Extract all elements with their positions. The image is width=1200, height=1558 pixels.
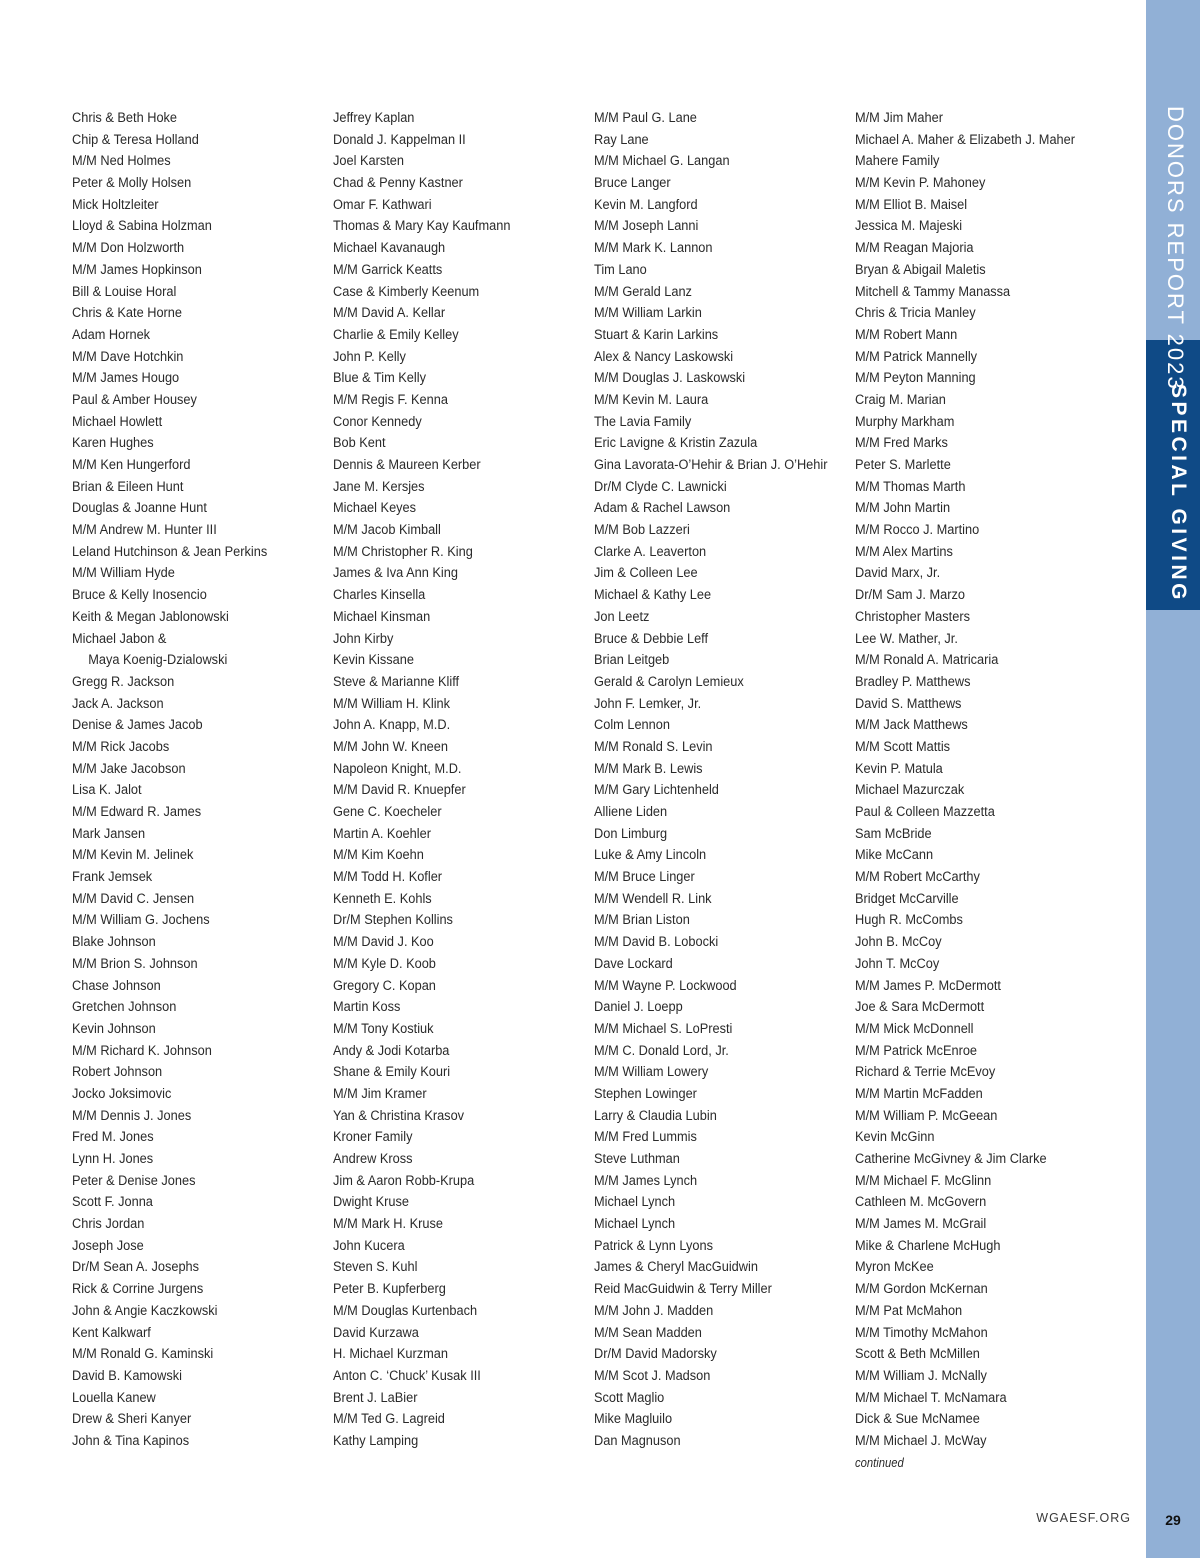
donor-name: Ray Lane [594, 131, 649, 148]
donor-name: Paul & Colleen Mazzetta [855, 804, 995, 820]
donor-name: Brent J. LaBier [333, 1389, 418, 1406]
donor-name: Gene C. Koecheler [333, 804, 442, 820]
donor-name: Charlie & Emily Kelley [333, 326, 459, 343]
donor-name: Peter S. Marlette [855, 457, 951, 473]
donor-name: M/M Garrick Keatts [333, 261, 443, 278]
donor-name: John Kirby [333, 630, 394, 647]
donor-name: Scott F. Jonna [72, 1194, 153, 1211]
donor-name: Bruce Langer [594, 175, 671, 192]
donor-name: M/M Kim Koehn [333, 847, 424, 864]
donor-name: Martin A. Koehler [333, 825, 431, 842]
donor-name: Chip & Teresa Holland [72, 131, 199, 148]
website-url: WGAESF.ORG [1036, 1511, 1131, 1525]
donor-name: Gregg R. Jackson [72, 673, 175, 690]
donor-name: Craig M. Marian [855, 391, 946, 408]
donor-name: M/M Edward R. James [72, 804, 202, 820]
donor-name: M/M Reagan Majoria [855, 240, 974, 257]
donor-name: John & Tina Kapinos [72, 1432, 190, 1449]
donor-name: M/M Mark H. Kruse [333, 1216, 443, 1233]
donor-name: John Kucera [333, 1237, 405, 1254]
donor-name: David Marx, Jr. [855, 565, 941, 582]
donor-name: Steve & Marianne Kliff [333, 673, 460, 690]
donor-name: M/M David A. Kellar [333, 305, 446, 322]
page-number: 29 [1165, 1512, 1181, 1528]
donor-column-1 [72, 108, 327, 1453]
donor-column-2 [333, 108, 588, 1453]
donor-name: Michael Jabon & [72, 630, 167, 647]
donor-name: Kevin M. Langford [594, 196, 698, 213]
donor-name: Mitchell & Tammy Manassa [855, 283, 1011, 300]
donor-name: Dr/M David Madorsky [594, 1346, 717, 1363]
donor-name: Steven S. Kuhl [333, 1259, 418, 1276]
donor-name: M/M Kyle D. Koob [333, 955, 436, 972]
donor-name: Adam & Rachel Lawson [594, 500, 731, 517]
donor-name: M/M Timothy McMahon [855, 1324, 988, 1341]
donor-name: H. Michael Kurzman [333, 1346, 448, 1363]
donor-name: Chris Jordan [72, 1216, 145, 1233]
donor-name: M/M William P. McGeean [855, 1107, 998, 1124]
donor-name: Joe & Sara McDermott [855, 999, 985, 1016]
donor-name: M/M Michael J. McWay [855, 1432, 987, 1449]
donor-name: M/M Ronald S. Levin [594, 738, 713, 755]
donor-name: Cathleen M. McGovern [855, 1194, 987, 1211]
donor-name: Alliene Liden [594, 804, 668, 820]
donor-name: Tim Lano [594, 261, 647, 278]
donor-name: Kevin Kissane [333, 652, 414, 669]
donor-name: Lisa K. Jalot [72, 782, 142, 799]
report-title: DONORS REPORT 2023 [1163, 106, 1188, 391]
donor-name: M/M John W. Kneen [333, 738, 448, 755]
donor-name: M/M James P. McDermott [855, 977, 1001, 994]
donor-name: Michael Lynch [594, 1194, 676, 1211]
donor-name: Bryan & Abigail Maletis [855, 261, 986, 278]
donor-name: Robert Johnson [72, 1064, 163, 1081]
donor-name: Andrew Kross [333, 1151, 413, 1167]
donor-name: Chris & Kate Horne [72, 305, 183, 322]
donor-name: Blake Johnson [72, 934, 156, 951]
donor-name: Fred M. Jones [72, 1129, 154, 1146]
donor-name: M/M James Lynch [594, 1172, 698, 1189]
continued-note: continued [855, 1455, 904, 1470]
donor-name: Gretchen Johnson [72, 999, 177, 1016]
donor-name: M/M Regis F. Kenna [333, 391, 448, 408]
donor-name: Jack A. Jackson [72, 695, 164, 712]
donor-name: M/M Peyton Manning [855, 370, 976, 387]
donor-name: Frank Jemsek [72, 869, 153, 886]
donor-name: M/M Robert McCarthy [855, 869, 980, 886]
donor-name: Patrick & Lynn Lyons [594, 1237, 713, 1254]
donor-name: M/M Kevin M. Laura [594, 391, 709, 408]
donor-name: Mick Holtzleiter [72, 196, 159, 213]
donor-name: John & Angie Kaczkowski [72, 1302, 218, 1319]
donor-name: James & Iva Ann King [333, 565, 458, 582]
donor-name: M/M John Martin [855, 500, 951, 517]
donor-name: Kevin Johnson [72, 1020, 156, 1037]
donor-name: Michael A. Maher & Elizabeth J. Maher [855, 131, 1076, 148]
donor-name: Jane M. Kersjes [333, 478, 425, 495]
donor-name: Richard & Terrie McEvoy [855, 1064, 996, 1081]
donor-name: M/M Michael F. McGlinn [855, 1172, 992, 1189]
donor-name: Kenneth E. Kohls [333, 890, 432, 907]
donor-name: M/M William H. Klink [333, 695, 451, 712]
donor-name: M/M Sean Madden [594, 1324, 702, 1341]
donor-name: Leland Hutchinson & Jean Perkins [72, 543, 268, 560]
donor-name: Daniel J. Loepp [594, 999, 683, 1016]
donor-name: M/M Jack Matthews [855, 717, 968, 734]
donor-name: M/M Mark K. Lannon [594, 240, 713, 257]
donor-name: M/M Douglas J. Laskowski [594, 370, 746, 387]
donor-name: M/M Joseph Lanni [594, 218, 699, 235]
donor-name: Murphy Markham [855, 413, 955, 430]
donor-name: M/M Richard K. Johnson [72, 1042, 212, 1059]
donor-name: M/M Tony Kostiuk [333, 1020, 434, 1037]
donor-name: Dr/M Sean A. Josephs [72, 1259, 200, 1276]
donor-name: Clarke A. Leaverton [594, 543, 707, 560]
donor-name: M/M Brion S. Johnson [72, 955, 198, 972]
donor-name: Brian Leitgeb [594, 652, 670, 669]
donor-name: M/M Michael S. LoPresti [594, 1020, 733, 1037]
donor-name: Mahere Family [855, 153, 940, 170]
donor-name: M/M Patrick Mannelly [855, 348, 978, 365]
donor-name: M/M Bob Lazzeri [594, 522, 690, 539]
donor-name: John F. Lemker, Jr. [594, 695, 702, 712]
donor-name: Dennis & Maureen Kerber [333, 457, 481, 473]
donor-name: John T. McCoy [855, 955, 940, 972]
donor-name: M/M Wendell R. Link [594, 890, 712, 907]
donor-name: Gerald & Carolyn Lemieux [594, 673, 744, 690]
donor-name: M/M James Hopkinson [72, 261, 202, 278]
donor-name: Bill & Louise Horal [72, 283, 177, 300]
donor-name: M/M Ted G. Lagreid [333, 1411, 445, 1428]
donor-name: Maya Koenig-Dzialowski [88, 652, 228, 669]
donor-name: Gina Lavorata-O’Hehir & Brian J. O’Hehir [594, 457, 828, 473]
donor-name: Joseph Jose [72, 1237, 144, 1254]
donor-name: M/M Patrick McEnroe [855, 1042, 978, 1059]
donor-name: Anton C. ‘Chuck’ Kusak III [333, 1367, 481, 1384]
donor-name: Louella Kanew [72, 1389, 156, 1406]
donor-name: M/M Robert Mann [855, 326, 958, 343]
donor-name: M/M Gordon McKernan [855, 1281, 988, 1298]
donor-name: Dr/M Stephen Kollins [333, 912, 453, 929]
donor-name: The Lavia Family [594, 413, 692, 430]
donor-name: Michael Howlett [72, 413, 163, 430]
donor-name: Bridget McCarville [855, 890, 959, 907]
donor-name: M/M Wayne P. Lockwood [594, 977, 737, 994]
donor-name: M/M Dennis J. Jones [72, 1107, 192, 1124]
donor-name: Gregory C. Kopan [333, 977, 436, 994]
donor-name: Mark Jansen [72, 825, 146, 842]
donor-name: M/M John J. Madden [594, 1302, 714, 1319]
donor-name: Rick & Corrine Jurgens [72, 1281, 204, 1298]
donor-name: M/M Jacob Kimball [333, 522, 441, 539]
donor-name: Mike McCann [855, 847, 934, 864]
donor-name: M/M Thomas Marth [855, 478, 966, 495]
donor-name: David Kurzawa [333, 1324, 419, 1341]
donor-name: M/M Fred Marks [855, 435, 948, 452]
donor-name: Dr/M Sam J. Marzo [855, 587, 965, 604]
donor-name: Bob Kent [333, 435, 386, 452]
donor-name: M/M Paul G. Lane [594, 110, 697, 126]
donor-name: M/M Andrew M. Hunter III [72, 522, 217, 539]
donor-name: M/M Fred Lummis [594, 1129, 697, 1146]
donor-name: Blue & Tim Kelly [333, 370, 426, 387]
donor-name: M/M Rocco J. Martino [855, 522, 980, 539]
donor-name: M/M Don Holzworth [72, 240, 185, 257]
donor-name: M/M William G. Jochens [72, 912, 210, 929]
donor-name: Colm Lennon [594, 717, 670, 734]
donor-name: Kevin P. Matula [855, 760, 943, 777]
donor-name: Andy & Jodi Kotarba [333, 1042, 450, 1059]
donor-name: Jocko Joksimovic [72, 1085, 172, 1102]
donor-name: Don Limburg [594, 825, 668, 842]
donor-name: Bruce & Debbie Leff [594, 630, 709, 647]
donor-name: Thomas & Mary Kay Kaufmann [333, 218, 511, 235]
donor-name: Donald J. Kappelman II [333, 131, 466, 148]
donor-name: M/M Kevin P. Mahoney [855, 175, 986, 192]
donor-name: M/M Brian Liston [594, 912, 690, 929]
donor-name: Hugh R. McCombs [855, 912, 963, 929]
donor-name: M/M Dave Hotchkin [72, 348, 184, 365]
donor-name: Eric Lavigne & Kristin Zazula [594, 435, 758, 452]
donor-name: M/M Mark B. Lewis [594, 760, 703, 777]
donor-name: M/M Scot J. Madson [594, 1367, 711, 1384]
donor-name: Alex & Nancy Laskowski [594, 348, 734, 365]
donor-name: M/M James M. McGrail [855, 1216, 987, 1233]
donor-name: Lynn H. Jones [72, 1151, 154, 1167]
donor-name: Chris & Beth Hoke [72, 110, 178, 126]
donor-name: M/M Jake Jacobson [72, 760, 186, 777]
donor-name: Martin Koss [333, 999, 401, 1016]
donor-name: Scott Maglio [594, 1389, 665, 1406]
donor-name: Shane & Emily Kouri [333, 1064, 451, 1081]
donor-name: Larry & Claudia Lubin [594, 1107, 717, 1124]
donor-name: M/M Elliot B. Maisel [855, 196, 968, 213]
donor-name: M/M James Hougo [72, 370, 180, 387]
donor-name: M/M Gary Lichtenheld [594, 782, 719, 799]
donor-name: Catherine McGivney & Jim Clarke [855, 1151, 1047, 1167]
donor-name: Michael Keyes [333, 500, 417, 517]
donor-name: Adam Hornek [72, 326, 151, 343]
donor-name: Sam McBride [855, 825, 932, 842]
donor-name: Michael Mazurczak [855, 782, 965, 799]
donor-name: David B. Kamowski [72, 1367, 182, 1384]
donor-name: Luke & Amy Lincoln [594, 847, 707, 864]
donor-name: M/M Jim Kramer [333, 1085, 427, 1102]
donor-name: M/M Ronald A. Matricaria [855, 652, 999, 669]
donor-name: M/M C. Donald Lord, Jr. [594, 1042, 729, 1059]
donor-name: Bruce & Kelly Inosencio [72, 587, 207, 604]
donor-name: M/M David C. Jensen [72, 890, 195, 907]
donor-name: M/M Ronald G. Kaminski [72, 1346, 214, 1363]
donor-name: M/M Jim Maher [855, 110, 943, 126]
donor-name: Peter B. Kupferberg [333, 1281, 446, 1298]
donor-name: M/M Pat McMahon [855, 1302, 963, 1319]
donor-name: M/M William J. McNally [855, 1367, 987, 1384]
donor-name: Dwight Kruse [333, 1194, 409, 1211]
donor-name: M/M Martin McFadden [855, 1085, 983, 1102]
donor-name: M/M Rick Jacobs [72, 738, 170, 755]
donor-name: Bradley P. Matthews [855, 673, 971, 690]
donor-name: Lee W. Mather, Jr. [855, 630, 958, 647]
donor-name: Lloyd & Sabina Holzman [72, 218, 212, 235]
donor-name: John A. Knapp, M.D. [333, 717, 451, 734]
donor-name: Jim & Aaron Robb-Krupa [333, 1172, 475, 1189]
donor-name: Douglas & Joanne Hunt [72, 500, 207, 517]
donor-name: M/M David R. Knuepfer [333, 782, 466, 799]
donor-name: Michael Lynch [594, 1216, 676, 1233]
donor-name: Michael & Kathy Lee [594, 587, 712, 604]
donor-name: Brian & Eileen Hunt [72, 478, 184, 495]
donor-name: Drew & Sheri Kanyer [72, 1411, 192, 1428]
donor-name: Peter & Molly Holsen [72, 175, 192, 192]
donor-name: M/M Alex Martins [855, 543, 953, 560]
donor-name: M/M David B. Lobocki [594, 934, 719, 951]
donor-name: Conor Kennedy [333, 413, 422, 430]
donor-name: Reid MacGuidwin & Terry Miller [594, 1281, 772, 1298]
donor-name: Christopher Masters [855, 608, 970, 625]
donor-name: Dave Lockard [594, 955, 673, 972]
donor-name: Napoleon Knight, M.D. [333, 760, 462, 777]
donor-column-4 [855, 108, 1110, 1474]
donor-name: John B. McCoy [855, 934, 942, 951]
donor-name: M/M William Hyde [72, 565, 175, 582]
donor-name: Paul & Amber Housey [72, 391, 197, 408]
donor-name: Chris & Tricia Manley [855, 305, 976, 322]
donor-name: Chad & Penny Kastner [333, 175, 463, 192]
donor-name: M/M Christopher R. King [333, 543, 473, 560]
donor-name: Joel Karsten [333, 153, 404, 170]
donor-name: Case & Kimberly Keenum [333, 283, 480, 300]
donor-name: M/M Ned Holmes [72, 153, 171, 170]
donor-name: M/M Todd H. Kofler [333, 869, 443, 886]
donor-name: Michael Kavanaugh [333, 240, 446, 257]
donor-name: M/M William Lowery [594, 1064, 709, 1081]
donor-name: Omar F. Kathwari [333, 196, 432, 213]
donor-name: M/M Michael T. McNamara [855, 1389, 1007, 1406]
donor-name: Charles Kinsella [333, 587, 426, 604]
donor-name: Jim & Colleen Lee [594, 565, 698, 582]
donor-name: Keith & Megan Jablonowski [72, 608, 229, 625]
donor-name: M/M William Larkin [594, 305, 702, 322]
donor-name: Kevin McGinn [855, 1129, 935, 1146]
donor-name: Kroner Family [333, 1129, 413, 1146]
donor-name: Peter & Denise Jones [72, 1172, 196, 1189]
donor-name: Yan & Christina Krasov [333, 1107, 465, 1124]
donor-name: John P. Kelly [333, 348, 406, 365]
donor-name: David S. Matthews [855, 695, 962, 712]
donor-name: Myron McKee [855, 1259, 934, 1276]
donor-name: M/M Ken Hungerford [72, 457, 191, 473]
donor-name: M/M Mick McDonnell [855, 1020, 974, 1037]
donor-name: Dr/M Clyde C. Lawnicki [594, 478, 727, 495]
donor-name: Steve Luthman [594, 1151, 680, 1167]
donor-name: Jeffrey Kaplan [333, 110, 415, 126]
donor-name: Mike & Charlene McHugh [855, 1237, 1001, 1254]
donor-name: M/M Douglas Kurtenbach [333, 1302, 478, 1319]
donor-name: Dick & Sue McNamee [855, 1411, 980, 1428]
donor-column-3 [594, 108, 849, 1453]
section-title: SPECIAL GIVING [1167, 384, 1190, 603]
donor-name: James & Cheryl MacGuidwin [594, 1259, 758, 1276]
donor-name: Stuart & Karin Larkins [594, 326, 719, 343]
donor-name: Denise & James Jacob [72, 717, 203, 734]
donor-name: Kathy Lamping [333, 1432, 419, 1449]
donor-name: M/M Michael G. Langan [594, 153, 730, 170]
donor-name: Chase Johnson [72, 977, 161, 994]
donor-name: Karen Hughes [72, 435, 154, 452]
donor-name: Mike Magluilo [594, 1411, 673, 1428]
donor-name: Jon Leetz [594, 608, 650, 625]
donor-name: M/M Scott Mattis [855, 738, 951, 755]
donor-name: M/M David J. Koo [333, 934, 434, 951]
donor-name: Scott & Beth McMillen [855, 1346, 980, 1363]
donor-name: Stephen Lowinger [594, 1085, 697, 1102]
donor-name: M/M Gerald Lanz [594, 283, 692, 300]
donor-name: Michael Kinsman [333, 608, 431, 625]
donor-name: M/M Bruce Linger [594, 869, 695, 886]
donor-name: Jessica M. Majeski [855, 218, 963, 235]
donor-name: Kent Kalkwarf [72, 1324, 151, 1341]
donor-name: M/M Kevin M. Jelinek [72, 847, 194, 864]
donor-name: Dan Magnuson [594, 1432, 681, 1449]
